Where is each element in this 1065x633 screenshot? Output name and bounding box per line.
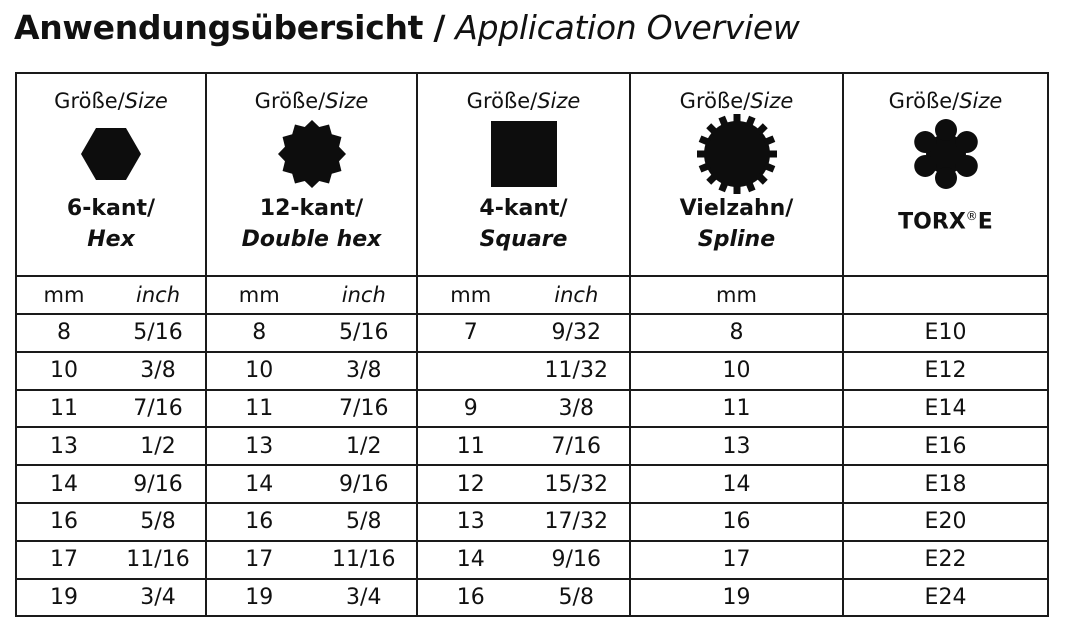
unit-mm: mm (716, 282, 757, 307)
torx-size: E18 (924, 471, 967, 497)
spline-mm: 11 (722, 395, 751, 421)
header-hex (16, 73, 206, 276)
table-row (16, 503, 1048, 541)
double-hex-inch: 3/8 (346, 358, 382, 384)
hex-mm: 11 (50, 395, 78, 421)
unit-mm: mm (238, 283, 280, 307)
double-hex-mm: 11 (245, 395, 274, 421)
double-hex-mm: 17 (245, 547, 274, 573)
spline-mm: 19 (722, 584, 751, 610)
square-inch: 9/32 (551, 320, 601, 346)
square-inch: 9/16 (551, 547, 601, 573)
title-separator: / (433, 8, 446, 47)
square-inch: 17/32 (544, 509, 608, 535)
square-inch: 7/16 (551, 433, 601, 459)
spline-tooth (697, 151, 707, 158)
application-overview-table (15, 72, 1049, 617)
torx-lobe (914, 155, 936, 177)
unit-inch: inch (136, 283, 180, 307)
square-mm: 14 (456, 547, 485, 573)
double-hex-inch: 1/2 (346, 433, 382, 459)
table-row (16, 427, 1048, 465)
unit-mm: mm (450, 283, 492, 307)
hex-mm: 13 (50, 433, 78, 459)
spline-mm: 8 (729, 320, 744, 346)
hex-inch: 9/16 (133, 471, 183, 497)
torx-size: E22 (924, 547, 967, 573)
header-square (417, 73, 630, 276)
double-hex-inch: 9/16 (339, 471, 389, 497)
unit-mm: mm (43, 283, 85, 307)
torx-lobe (935, 167, 957, 189)
table-row (16, 314, 1048, 352)
title-english: Application Overview (455, 8, 800, 47)
torx-size: E14 (924, 395, 967, 421)
table-row (16, 465, 1048, 503)
size-label: Größe/Size (888, 89, 1003, 113)
header-torx (843, 73, 1048, 276)
hex-mm: 16 (50, 509, 78, 535)
torx-lobe (935, 119, 957, 141)
spline-icon (696, 113, 778, 195)
double-hex-inch: 7/16 (339, 395, 389, 421)
hex-inch: 11/16 (126, 547, 190, 573)
torx-lobe (955, 155, 977, 177)
square-mm: 7 (463, 320, 478, 346)
hexagon-icon (79, 122, 143, 186)
square-inch: 3/8 (558, 395, 594, 421)
spline-mm: 14 (722, 471, 751, 497)
double-hex-mm: 19 (245, 584, 274, 610)
size-label: Größe/Size (466, 89, 581, 113)
header-spline (630, 73, 843, 276)
hex-inch: 3/8 (140, 358, 176, 384)
spline-mm: 13 (722, 433, 751, 459)
double-hex-inch: 11/16 (332, 547, 396, 573)
table-row (16, 390, 1048, 428)
torx-size: E12 (924, 358, 967, 384)
square-inch: 5/8 (558, 584, 594, 610)
hex-inch: 7/16 (133, 395, 183, 421)
square-mm (418, 358, 524, 383)
hex-inch: 3/4 (140, 584, 176, 610)
spline-mm: 10 (722, 358, 751, 384)
double-hex-mm: 13 (245, 433, 274, 459)
size-label: Größe/Size (54, 89, 168, 113)
double-hex-inch: 5/8 (346, 509, 382, 535)
square-mm: 9 (463, 395, 478, 421)
double-hex-icon (276, 118, 348, 190)
type-label-hex: 6-kant/ Hex (66, 196, 156, 252)
square-mm: 13 (456, 509, 485, 535)
hex-inch: 5/16 (133, 320, 183, 346)
spline-tooth (733, 114, 740, 124)
unit-inch: inch (341, 283, 386, 307)
hex-inch: 5/8 (140, 509, 176, 535)
type-label-square: 4-kant/ Square (479, 196, 568, 252)
hex-mm: 8 (57, 320, 71, 346)
table-row (16, 579, 1048, 617)
double-hex-mm: 16 (245, 509, 274, 535)
torx-size: E24 (924, 584, 967, 610)
square-mm: 12 (456, 471, 485, 497)
hex-mm: 14 (50, 471, 78, 497)
page-title (14, 4, 800, 52)
size-label: Größe/Size (254, 89, 369, 113)
size-label: Größe/Size (679, 89, 794, 113)
double-hex-inch: 5/16 (339, 320, 389, 346)
hex-inch: 1/2 (140, 433, 176, 459)
hex-mm: 10 (50, 358, 78, 384)
torx-icon (909, 117, 983, 191)
spline-mm: 17 (722, 547, 751, 573)
double-hex-mm: 10 (245, 358, 274, 384)
square-icon (491, 121, 557, 187)
torx-lobe (914, 131, 936, 153)
type-label-torx: TORX®E (898, 209, 993, 235)
double-hex-mm: 14 (245, 471, 274, 497)
units-row (16, 276, 1048, 314)
header-double-hex (206, 73, 417, 276)
torx-size: E16 (924, 433, 967, 459)
torx-size: E10 (924, 320, 967, 346)
hex-mm: 19 (50, 584, 78, 610)
spline-tooth (767, 151, 777, 158)
square-inch: 11/32 (544, 358, 608, 384)
table-row (16, 541, 1048, 579)
type-label-double-hex: 12-kant/ Double hex (241, 196, 382, 252)
hex-mm: 17 (50, 547, 78, 573)
table-row (16, 352, 1048, 390)
square-mm: 16 (456, 584, 485, 610)
torx-size: E20 (924, 509, 967, 535)
double-hex-inch: 3/4 (346, 584, 382, 610)
title-german: Anwendungsübersicht (14, 8, 424, 47)
double-hex-mm: 8 (252, 320, 267, 346)
square-inch: 15/32 (544, 471, 608, 497)
torx-lobe (955, 131, 977, 153)
unit-inch: inch (554, 283, 599, 307)
spline-mm: 16 (722, 509, 751, 535)
type-label-spline: Vielzahn/ Spline (679, 196, 794, 252)
square-mm: 11 (456, 433, 485, 459)
header-row (16, 73, 1048, 276)
